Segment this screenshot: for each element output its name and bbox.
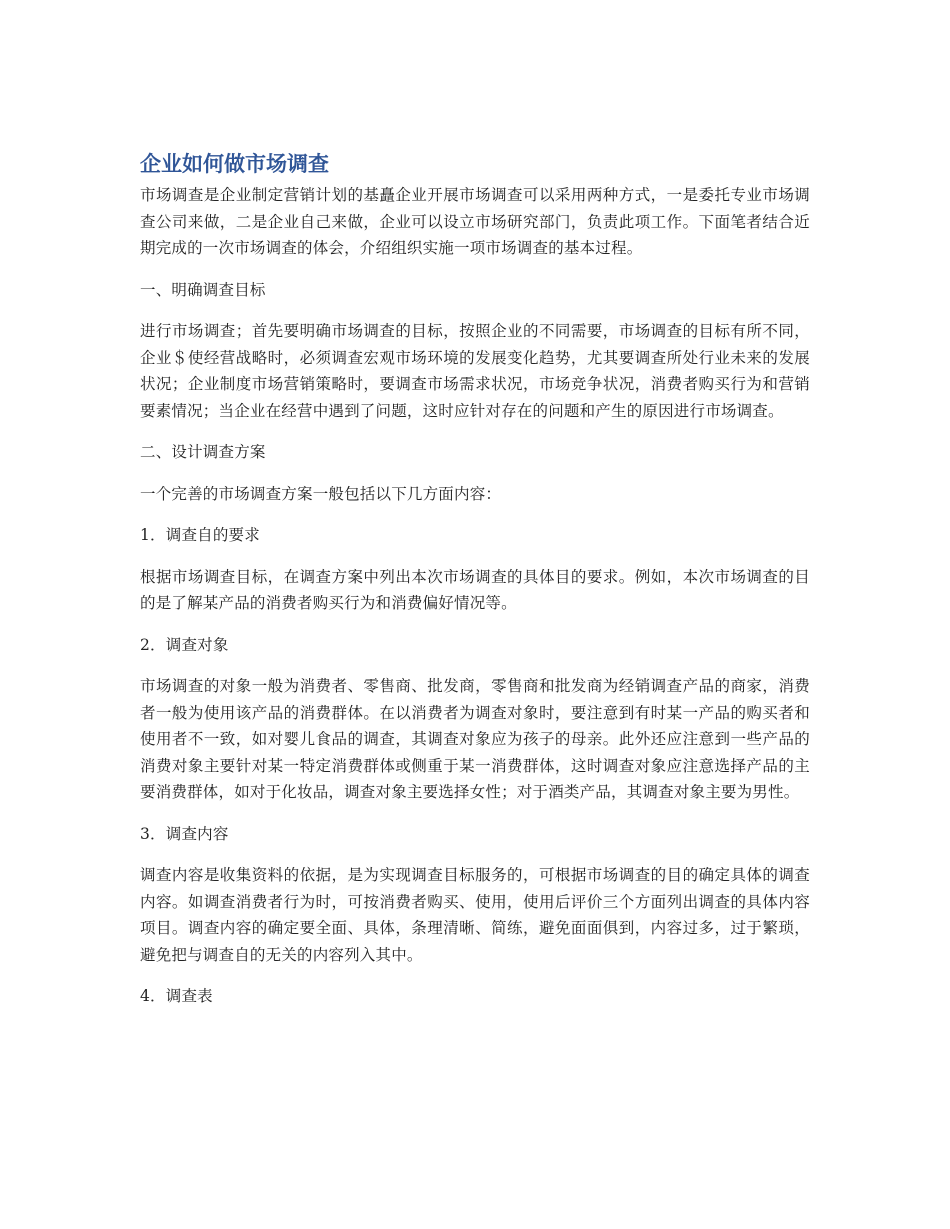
subheading-questionnaire: 4．调查表 (140, 987, 213, 1005)
paragraph-purpose: 根据市场调查目标，在调查方案中列出本次市场调查的具体目的要求。例如，本次市场调查的目的是了解某产品的消费者购买行为和消费偏好情况等。 (140, 567, 810, 612)
document-title: 企业如何做市场调查 (140, 152, 329, 176)
document-page (140, 150, 810, 1025)
section-heading-plan: 二、设计调查方案 (140, 443, 266, 461)
paragraph-plan: 一个完善的市场调查方案一般包括以下几方面内容： (140, 484, 502, 503)
subheading-content: 3．调查内容 (140, 824, 229, 843)
subheading-target: 2．调查对象 (140, 635, 229, 654)
paragraph-target: 市场调查的对象一般为消费者、零售商、批发商，零售商和批发商为经销调查产品的商家，消费者一般为使用该产品的消费群体。在以消费者为调查对象时，要注意到有时某一产品的购买者和使用者不一致，如对婴儿食品的调查，其调查对象应为孩子的母亲。此外还应注意到一些产品的消费对象主要针对某一特定消费群体或侧重于某一消费群体，这时调查对象应注意选择产品的主要消费群体，如对于化妆品，调查对象主要选择女性；对于酒类产品，其调查对象主要为男性。 (140, 677, 810, 801)
paragraph-content: 调查内容是收集资料的依据，是为实现调查目标服务的，可根据市场调查的目的确定具体的调查内容。如调查消费者行为时，可按消费者购买、使用，使用后评价三个方面列出调查的具体内容项目。调查内容的确定要全面、具体，条理清晰、简练，避免面面俱到，内容过多，过于繁琐，避免把与调查自的无关的内容列入其中。 (140, 866, 810, 964)
subheading-purpose: 1．调查自的要求 (140, 526, 260, 544)
intro-paragraph: 市场调查是企业制定营销计划的基矗企业开展市场调查可以采用两种方式，一是委托专业市场调查公司来做，二是企业自己来做，企业可以设立市场研究部门，负责此项工作。下面笔者结合近期完成的一次市场调查的体会，介绍组织实施一项市场调查的基本过程。 (140, 186, 810, 257)
section-heading-goal: 一、明确调查目标 (140, 280, 266, 299)
paragraph-goal: 进行市场调查；首先要明确市场调查的目标，按照企业的不同需要，市场调查的目标有所不同，企业＄使经营战略时，必须调查宏观市场环境的发展变化趋势，尤其要调查所处行业未来的发展状况；企业制度市场营销策略时，要调查市场需求状况，市场竞争状况，消费者购买行为和营销要素情况；当企业在经营中遇到了问题，这时应针对存在的问题和产生的原因进行市场调查。 (140, 322, 810, 420)
